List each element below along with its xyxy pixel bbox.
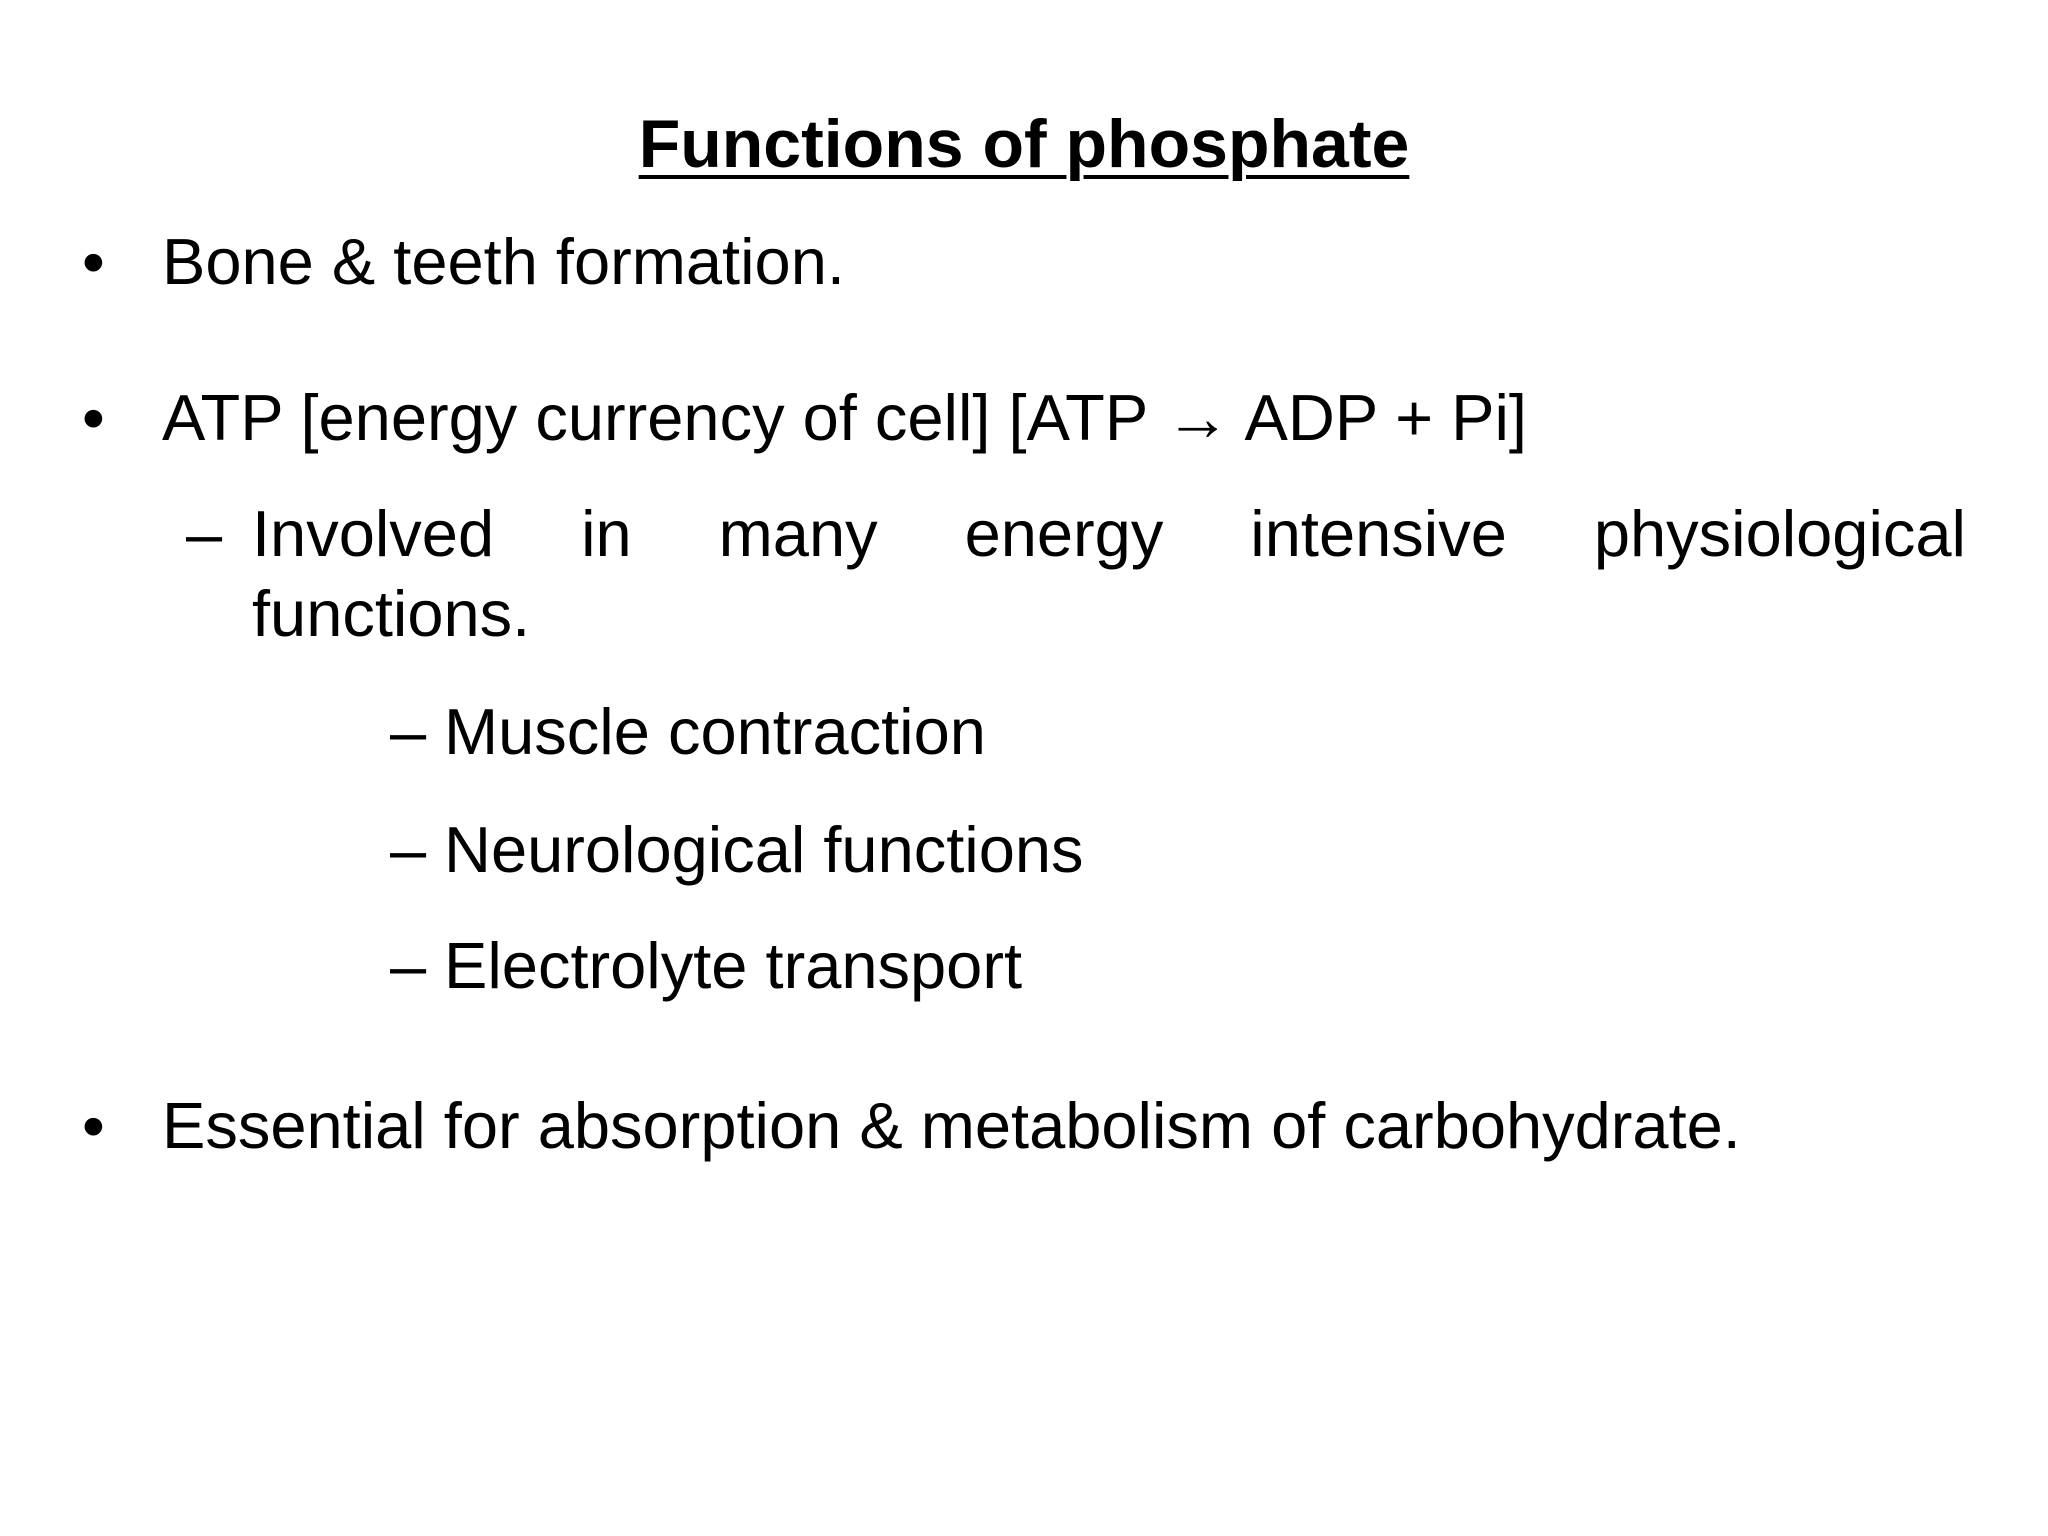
slide-title: Functions of phosphate bbox=[638, 106, 1410, 182]
sub-sub-item-dash: – bbox=[390, 695, 427, 768]
sub-sub-item: Electrolyte transport bbox=[444, 929, 1023, 1002]
sub-sub-item: Neurological functions bbox=[444, 813, 1084, 886]
bullet-marker: • bbox=[82, 1089, 105, 1162]
bullet-item: Essential for absorption & metabolism of carbohydrate. bbox=[162, 1089, 1741, 1162]
sub-sub-item-dash: – bbox=[390, 929, 427, 1002]
sub-item-line-1: Involved in many energy intensive physiological bbox=[252, 497, 1966, 570]
bullet-marker: • bbox=[82, 381, 105, 454]
sub-item-line-2: functions. bbox=[252, 577, 531, 650]
sub-sub-item-dash: – bbox=[390, 813, 427, 886]
sub-item-dash: – bbox=[186, 497, 223, 570]
bullet-marker: • bbox=[82, 225, 105, 298]
bullet-item: ATP [energy currency of cell] [ATP → ADP + Pi] bbox=[162, 381, 1527, 454]
bullet-item: Bone & teeth formation. bbox=[162, 225, 845, 298]
sub-sub-item: Muscle contraction bbox=[444, 695, 986, 768]
